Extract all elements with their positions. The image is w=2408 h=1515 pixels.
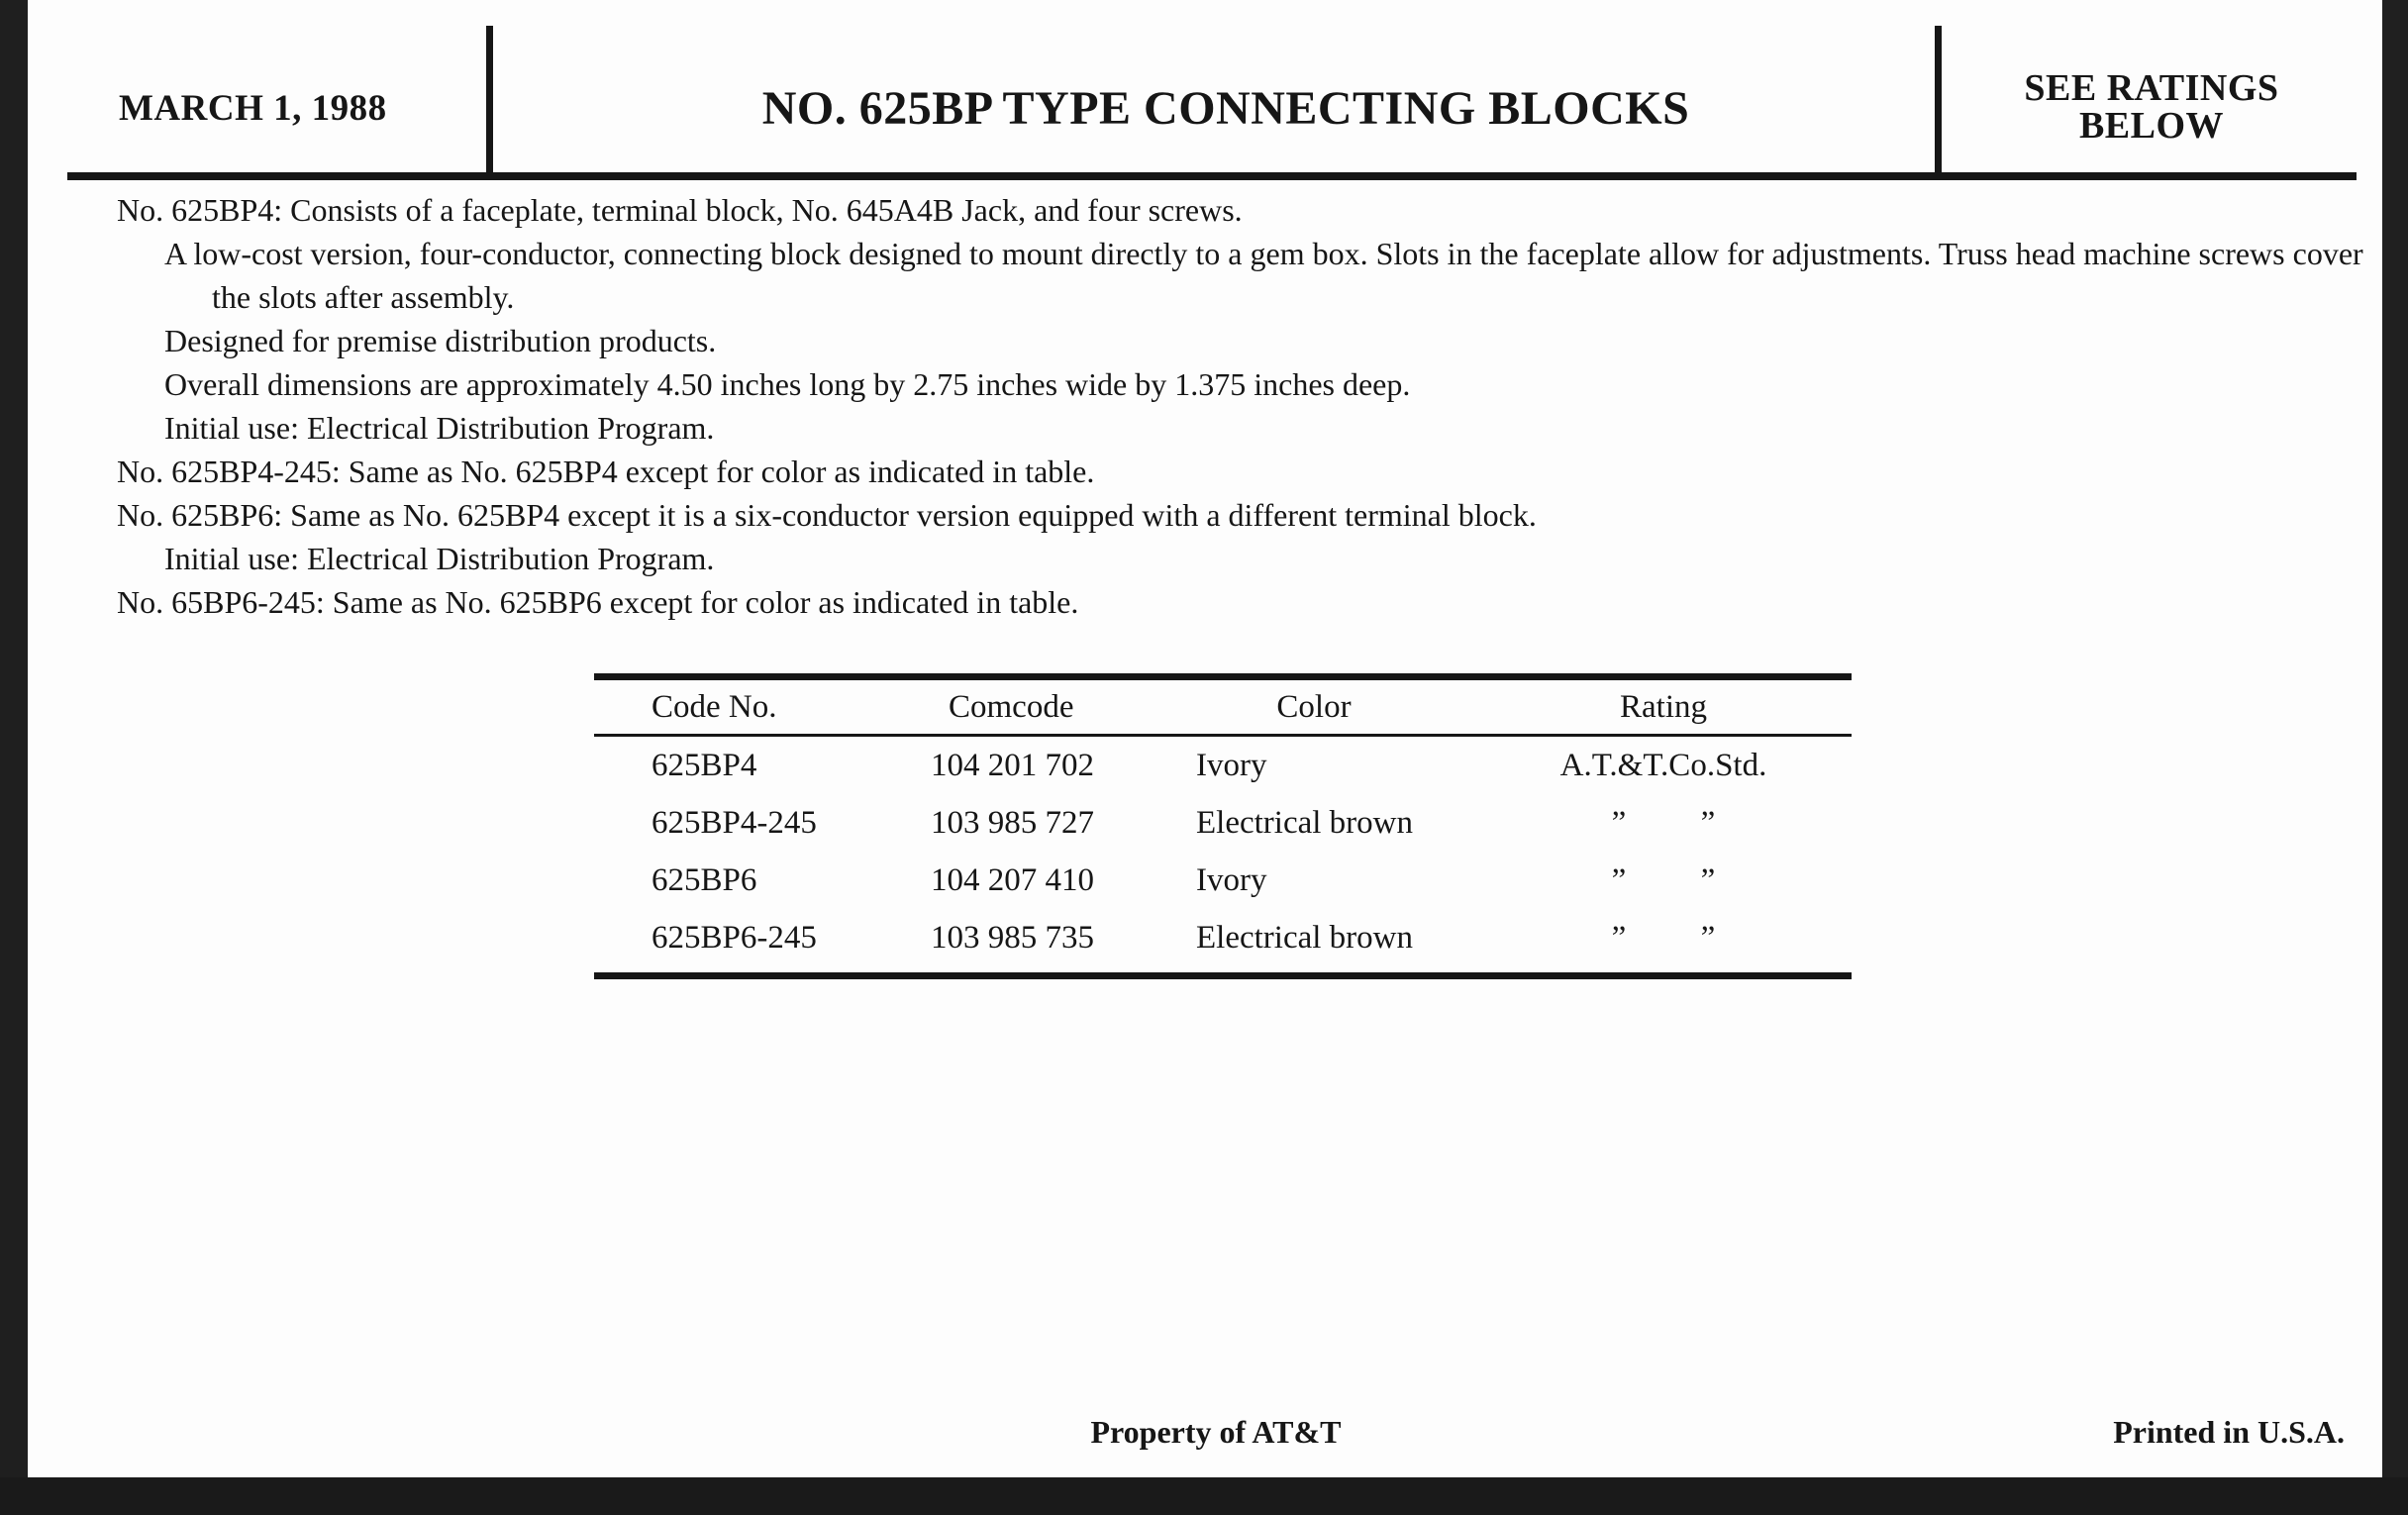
cell-rating: A.T.&T.Co.Std.	[1559, 747, 1767, 783]
ditto-mark: ”	[1700, 804, 1716, 841]
cell-code: 625BP6	[652, 861, 757, 898]
description-body	[117, 188, 2364, 624]
ditto-mark: ”	[1700, 861, 1716, 898]
cell-rating-ditto	[1475, 920, 1852, 957]
ditto-mark: ”	[1700, 919, 1716, 956]
cell-comcode: 103 985 727	[931, 804, 1094, 841]
cell-comcode: 103 985 735	[931, 919, 1094, 956]
paragraph-65bp6-245: No. 65BP6-245: Same as No. 625BP6 except for color as indicated in table.	[117, 584, 1079, 620]
column-header-comcode: Comcode	[949, 688, 1074, 725]
ditto-mark: ”	[1611, 861, 1627, 898]
ratings-table	[594, 673, 1852, 979]
cell-rating-ditto	[1475, 805, 1852, 842]
ratings-line-1: SEE RATINGS	[2024, 67, 2279, 109]
paragraph-625bp4-description: A low-cost version, four-conductor, connecting block designed to mount directly to a gem box. Slots in the faceplate allow for adjustments. Truss head machine screws cover the slots after assembly.	[164, 236, 2363, 315]
header-ratings-note	[1954, 69, 2350, 145]
cell-code: 625BP4-245	[652, 804, 817, 841]
header-divider-right	[1935, 26, 1942, 174]
document-page	[28, 0, 2382, 1477]
footer-printed: Printed in U.S.A.	[2113, 1414, 2345, 1450]
cell-color: Ivory	[1196, 747, 1267, 783]
scan-border-left	[0, 0, 28, 1515]
cell-color: Electrical brown	[1196, 804, 1413, 841]
paragraph-dimensions: Overall dimensions are approximately 4.50 inches long by 2.75 inches wide by 1.375 inches deep.	[164, 366, 1411, 402]
ditto-mark: ”	[1611, 804, 1627, 841]
table-row	[594, 852, 1852, 909]
cell-comcode: 104 201 702	[931, 747, 1094, 783]
table-row	[594, 737, 1852, 794]
cell-comcode: 104 207 410	[931, 861, 1094, 898]
footer-property: Property of AT&T	[1090, 1414, 1342, 1450]
ratings-line-2: BELOW	[2078, 105, 2225, 147]
table-row	[594, 909, 1852, 966]
paragraph-625bp4-245: No. 625BP4-245: Same as No. 625BP4 except for color as indicated in table.	[117, 454, 1095, 489]
page-title: NO. 625BP TYPE CONNECTING BLOCKS	[761, 82, 1690, 135]
cell-color: Electrical brown	[1196, 919, 1413, 956]
cell-rating-ditto	[1475, 862, 1852, 899]
paragraph-initial-use-2: Initial use: Electrical Distribution Program.	[164, 541, 715, 576]
paragraph-625bp6: No. 625BP6: Same as No. 625BP4 except it is a six-conductor version equipped with a different terminal block.	[117, 497, 1537, 533]
scan-border-right	[2382, 0, 2408, 1515]
scan-border-bottom	[0, 1477, 2408, 1515]
paragraph-625bp4: No. 625BP4: Consists of a faceplate, terminal block, No. 645A4B Jack, and four screws.	[117, 192, 1243, 228]
cell-code: 625BP4	[652, 747, 757, 783]
paragraph-initial-use-1: Initial use: Electrical Distribution Program.	[164, 410, 715, 446]
header-date: MARCH 1, 1988	[119, 88, 387, 129]
table-rule-top	[594, 673, 1852, 680]
cell-color: Ivory	[1196, 861, 1267, 898]
paragraph-designed-for: Designed for premise distribution products.	[164, 323, 717, 358]
header-rule	[67, 172, 2357, 180]
column-header-color: Color	[1276, 688, 1352, 725]
cell-code: 625BP6-245	[652, 919, 817, 956]
column-header-rating: Rating	[1620, 688, 1707, 725]
table-row	[594, 794, 1852, 852]
ditto-mark: ”	[1611, 919, 1627, 956]
table-rule-bottom	[594, 972, 1852, 979]
header-divider-left	[486, 26, 493, 174]
table-header-row	[594, 680, 1852, 734]
column-header-code: Code No.	[652, 688, 777, 725]
